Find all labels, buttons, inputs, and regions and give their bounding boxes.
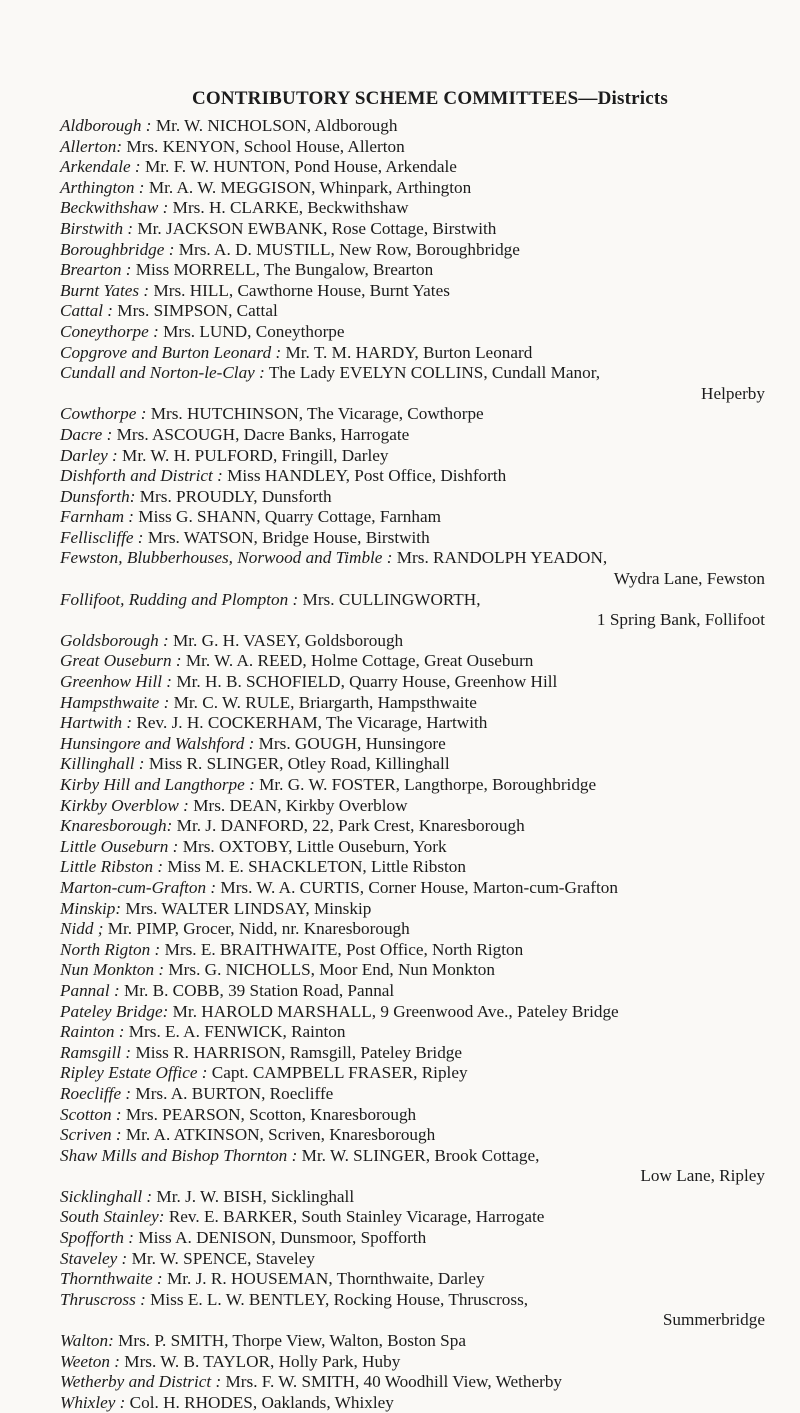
committee-contact: Mrs. A. D. MUSTILL, New Row, Boroughbridge (178, 239, 520, 259)
committee-contact: Mrs. RANDOLPH YEADON, (396, 548, 608, 568)
committee-contact: Mrs. ASCOUGH, Dacre Banks, Harrogate (116, 424, 410, 444)
committee-contact: Mr. PIMP, Grocer, Nidd, nr. Knaresborough (107, 919, 410, 939)
district-name: Dishforth and District : (60, 466, 223, 486)
committee-entry (60, 363, 765, 404)
committee-contact: Mr. B. COBB, 39 Station Road, Pannal (123, 980, 395, 1000)
district-name: Whixley : (60, 1392, 126, 1412)
committee-contact: Mr. A. W. MEGGISON, Whinpark, Arthington (148, 177, 472, 197)
committee-contact: Mrs. E. A. FENWICK, Rainton (128, 1022, 346, 1042)
district-name: Pateley Bridge: (60, 1001, 169, 1021)
committee-contact: Mrs. KENYON, School House, Allerton (126, 136, 405, 156)
committee-entry (60, 1249, 765, 1270)
committee-entry (60, 919, 765, 940)
committee-contact: Mrs. PEARSON, Scotton, Knaresborough (125, 1104, 417, 1124)
district-name: Beckwithshaw : (60, 198, 169, 218)
committee-contact: Mr. W. NICHOLSON, Aldborough (155, 116, 398, 135)
district-name: Scotton : (60, 1104, 122, 1124)
committee-entry (60, 899, 765, 920)
committee-entry (60, 1125, 765, 1146)
committee-contact: Miss G. SHANN, Quarry Cottage, Farnham (138, 507, 441, 527)
committee-entry (60, 693, 765, 714)
page-title: CONTRIBUTORY SCHEME COMMITTEES—Districts (191, 88, 669, 109)
committee-entry (60, 343, 765, 364)
committee-contact: Mrs. PROUDLY, Dunsforth (139, 486, 332, 506)
committee-contact: Mr. T. M. HARDY, Burton Leonard (285, 342, 533, 362)
committee-contact: Mr. G. H. VASEY, Goldsborough (173, 630, 404, 650)
committee-entry (60, 631, 765, 652)
committee-contact: Mrs. W. A. CURTIS, Corner House, Marton-cum-Grafton (220, 877, 618, 897)
committee-entry (60, 301, 765, 322)
committee-entry (60, 198, 765, 219)
committee-entry (60, 754, 765, 775)
district-name: Roecliffe : (60, 1083, 132, 1103)
district-name: Fewston, Blubberhouses, Norwood and Timble : (60, 548, 393, 568)
district-name: Thruscross : (60, 1289, 146, 1309)
district-name: Dunsforth: (60, 486, 136, 506)
district-name: Scriven : (60, 1125, 122, 1145)
district-name: Nidd ; (60, 919, 104, 939)
committee-contact: Rev. E. BARKER, South Stainley Vicarage, Harrogate (168, 1207, 545, 1227)
committee-entry (60, 1063, 765, 1084)
committee-contact: Mrs. E. BRAITHWAITE, Post Office, North Rigton (164, 939, 524, 959)
committee-contact: Mr. C. W. RULE, Briargarth, Hampsthwaite (173, 692, 477, 712)
committee-entry (60, 404, 765, 425)
district-name: Goldsborough : (60, 630, 169, 650)
committee-entry (60, 116, 765, 137)
committee-contact: Mr. J. W. BISH, Sicklinghall (156, 1186, 355, 1206)
district-name: Greenhow Hill : (60, 672, 173, 692)
committee-contact: Mr. W. SLINGER, Brook Cottage, (301, 1145, 540, 1165)
committee-contact: Mr. F. W. HUNTON, Pond House, Arkendale (144, 157, 457, 177)
committee-entry (60, 1372, 765, 1393)
committee-entry (60, 796, 765, 817)
district-name: Birstwith : (60, 218, 134, 238)
committee-contact: Mr. J. DANFORD, 22, Park Crest, Knaresborough (176, 816, 525, 836)
district-name: Coneythorpe : (60, 321, 159, 341)
committee-entry (60, 260, 765, 281)
district-name: Copgrove and Burton Leonard : (60, 342, 282, 362)
committee-contact: Rev. J. H. COCKERHAM, The Vicarage, Hartwith (136, 713, 488, 733)
district-name: Little Ribston : (60, 857, 164, 877)
committee-contact: Mrs. DEAN, Kirkby Overblow (193, 795, 408, 815)
district-name: South Stainley: (60, 1207, 165, 1227)
district-name: Marton-cum-Grafton : (60, 877, 217, 897)
committee-entry (60, 672, 765, 693)
committee-entry (60, 446, 765, 467)
committee-entry (60, 322, 765, 343)
committee-contact: The Lady EVELYN COLLINS, Cundall Manor, (268, 363, 601, 383)
committee-contact: Mr. W. H. PULFORD, Fringill, Darley (122, 445, 389, 465)
committee-contact: Mr. J. R. HOUSEMAN, Thornthwaite, Darley (166, 1269, 485, 1289)
committee-contact: Mr. W. A. REED, Holme Cottage, Great Ouseburn (185, 651, 534, 671)
district-name: Great Ouseburn : (60, 651, 182, 671)
committee-entry (60, 425, 765, 446)
committee-entry (60, 1290, 765, 1331)
committee-contact: Mrs. SIMPSON, Cattal (117, 301, 278, 321)
district-name: Brearton : (60, 260, 132, 280)
committee-entry (60, 878, 765, 899)
district-name: Cundall and Norton-le-Clay : (60, 363, 265, 383)
committee-entry (60, 466, 765, 487)
address-continuation: Wydra Lane, Fewston (613, 569, 765, 589)
committee-contact: Miss MORRELL, The Bungalow, Brearton (135, 260, 434, 280)
committee-entry (60, 775, 765, 796)
district-name: Follifoot, Rudding and Plompton : (60, 589, 299, 609)
district-name: Felliscliffe : (60, 527, 144, 547)
committee-contact: Mrs. LUND, Coneythorpe (163, 321, 345, 341)
district-name: Boroughbridge : (60, 239, 175, 259)
committee-contact: Mrs. WATSON, Bridge House, Birstwith (147, 527, 430, 547)
district-name: Spofforth : (60, 1228, 135, 1248)
address-continuation: 1 Spring Bank, Follifoot (596, 610, 765, 630)
district-name: Cattal : (60, 301, 113, 321)
committee-entry (60, 1207, 765, 1228)
committee-entry (60, 857, 765, 878)
committee-entry (60, 713, 765, 734)
committee-entry (60, 137, 765, 158)
district-name: Pannal : (60, 980, 120, 1000)
district-name: Hunsingore and Walshford : (60, 733, 255, 753)
committee-entry (60, 528, 765, 549)
committee-contact: Col. H. RHODES, Oaklands, Whixley (129, 1392, 394, 1412)
district-name: Arthington : (60, 177, 145, 197)
district-name: Thornthwaite : (60, 1269, 163, 1289)
committee-contact: Mr. H. B. SCHOFIELD, Quarry House, Greenhow Hill (176, 672, 558, 692)
committee-contact: Miss M. E. SHACKLETON, Little Ribston (167, 857, 466, 877)
district-name: Minskip: (60, 898, 122, 918)
committee-entry (60, 507, 765, 528)
committee-entry (60, 1331, 765, 1352)
district-name: Hampsthwaite : (60, 692, 170, 712)
district-name: Aldborough : (60, 116, 152, 135)
address-continuation: Helperby (701, 383, 765, 403)
address-continuation: Low Lane, Ripley (640, 1166, 765, 1186)
committee-contact: Mrs. CULLINGWORTH, (302, 589, 481, 609)
committee-entry (60, 1043, 765, 1064)
district-name: Cowthorpe : (60, 404, 147, 424)
district-name: Dacre : (60, 424, 113, 444)
committee-contact: Mrs. G. NICHOLLS, Moor End, Nun Monkton (168, 960, 495, 980)
district-name: Darley : (60, 445, 118, 465)
committee-entry (60, 240, 765, 261)
committee-entry (60, 1269, 765, 1290)
committee-list (60, 116, 765, 1413)
committee-entry (60, 651, 765, 672)
address-continuation: Summerbridge (662, 1310, 765, 1330)
district-name: Weeton : (60, 1351, 120, 1371)
committee-contact: Miss A. DENISON, Dunsmoor, Spofforth (138, 1228, 427, 1248)
committee-entry (60, 1002, 765, 1023)
committee-contact: Mr. HAROLD MARSHALL, 9 Greenwood Ave., Pateley Bridge (172, 1001, 619, 1021)
committee-entry (60, 960, 765, 981)
committee-contact: Miss HANDLEY, Post Office, Dishforth (227, 466, 507, 486)
committee-entry (60, 487, 765, 508)
district-name: Kirby Hill and Langthorpe : (60, 775, 255, 794)
district-name: Walton: (60, 1331, 114, 1351)
committee-contact: Mrs. A. BURTON, Roecliffe (135, 1083, 334, 1103)
committee-contact: Miss E. L. W. BENTLEY, Rocking House, Thruscross, (150, 1289, 529, 1309)
district-name: Nun Monkton : (60, 960, 165, 980)
committee-entry (60, 157, 765, 178)
committee-entry (60, 734, 765, 755)
committee-entry (60, 1228, 765, 1249)
committee-contact: Mr. JACKSON EWBANK, Rose Cottage, Birstwith (137, 218, 497, 238)
committee-contact: Mrs. W. B. TAYLOR, Holly Park, Huby (124, 1351, 401, 1371)
district-name: Knaresborough: (60, 816, 173, 836)
district-name: Arkendale : (60, 157, 141, 177)
district-name: Ramsgill : (60, 1042, 132, 1062)
committee-contact: Miss R. SLINGER, Otley Road, Killinghall (148, 754, 450, 774)
committee-entry (60, 1105, 765, 1126)
committee-entry (60, 178, 765, 199)
committee-entry (60, 1146, 765, 1187)
committee-contact: Mrs. OXTOBY, Little Ouseburn, York (182, 836, 447, 856)
district-name: Wetherby and District : (60, 1372, 222, 1392)
committee-entry (60, 837, 765, 858)
district-name: Kirkby Overblow : (60, 795, 189, 815)
committee-contact: Mrs. HUTCHINSON, The Vicarage, Cowthorpe (150, 404, 484, 424)
committee-entry (60, 1393, 765, 1413)
committee-entry (60, 1022, 765, 1043)
committee-entry (60, 981, 765, 1002)
committee-contact: Mrs. F. W. SMITH, 40 Woodhill View, Wetherby (225, 1372, 563, 1392)
committee-contact: Mrs. HILL, Cawthorne House, Burnt Yates (153, 280, 450, 300)
committee-contact: Mrs. WALTER LINDSAY, Minskip (125, 898, 372, 918)
committee-contact: Mr. G. W. FOSTER, Langthorpe, Boroughbridge (259, 775, 597, 794)
committee-contact: Miss R. HARRISON, Ramsgill, Pateley Bridge (135, 1042, 463, 1062)
district-name: Burnt Yates : (60, 280, 150, 300)
district-name: Ripley Estate Office : (60, 1063, 208, 1083)
district-name: North Rigton : (60, 939, 161, 959)
committee-contact: Mrs. GOUGH, Hunsingore (258, 733, 446, 753)
committee-entry (60, 1352, 765, 1373)
committee-entry (60, 940, 765, 961)
committee-entry (60, 590, 765, 631)
district-name: Rainton : (60, 1022, 125, 1042)
district-name: Farnham : (60, 507, 134, 527)
committee-entry (60, 1187, 765, 1208)
committee-contact: Mr. A. ATKINSON, Scriven, Knaresborough (125, 1125, 436, 1145)
district-name: Staveley : (60, 1248, 128, 1268)
district-name: Allerton: (60, 136, 123, 156)
committee-contact: Mrs. P. SMITH, Thorpe View, Walton, Boston Spa (118, 1331, 466, 1351)
committee-entry (60, 816, 765, 837)
committee-entry (60, 1084, 765, 1105)
committee-entry (60, 548, 765, 589)
committee-contact: Capt. CAMPBELL FRASER, Ripley (211, 1063, 468, 1083)
district-name: Little Ouseburn : (60, 836, 179, 856)
committee-contact: Mrs. H. CLARKE, Beckwithshaw (172, 198, 409, 218)
district-name: Hartwith : (60, 713, 133, 733)
committee-entry (60, 281, 765, 302)
district-name: Shaw Mills and Bishop Thornton : (60, 1145, 298, 1165)
district-name: Killinghall : (60, 754, 145, 774)
district-name: Sicklinghall : (60, 1186, 153, 1206)
committee-entry (60, 219, 765, 240)
committee-contact: Mr. W. SPENCE, Staveley (131, 1248, 315, 1268)
